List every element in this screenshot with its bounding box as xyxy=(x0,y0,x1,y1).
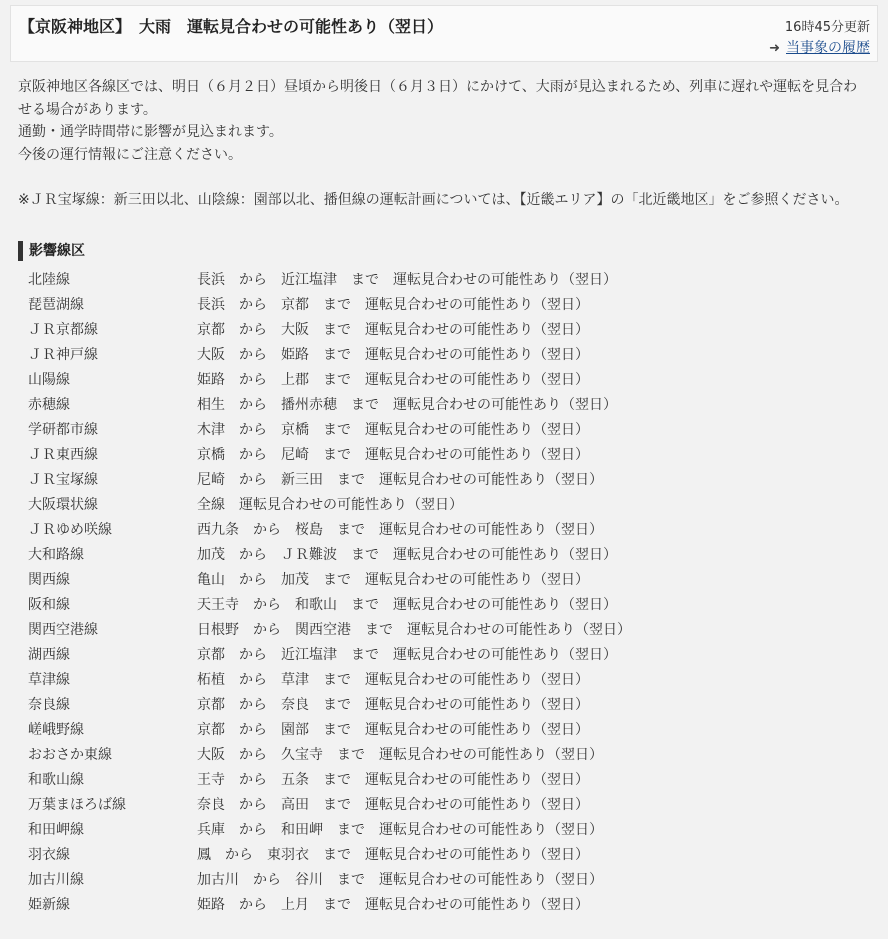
line-row xyxy=(28,545,868,570)
line-name: 関西空港線 xyxy=(28,622,98,638)
line-row xyxy=(28,745,868,770)
line-status: 京都 から 園部 まで 運転見合わせの可能性あり（翌日） xyxy=(197,722,589,738)
line-name: 奈良線 xyxy=(28,697,70,713)
notice-header xyxy=(10,5,878,62)
notice-body xyxy=(18,76,868,166)
line-row xyxy=(28,770,868,795)
line-status: 大阪 から 姫路 まで 運転見合わせの可能性あり（翌日） xyxy=(197,347,589,363)
line-name: 嵯峨野線 xyxy=(28,722,84,738)
line-row xyxy=(28,470,868,495)
notice-note: ※ＪＲ宝塚線：新三田以北、山陰線：園部以北、播但線の運転計画については、【近畿エリア】の「北近畿地区」をご参照ください。 xyxy=(18,192,849,208)
line-status: 京都 から 大阪 まで 運転見合わせの可能性あり（翌日） xyxy=(197,322,589,338)
line-row xyxy=(28,870,868,895)
line-status: 尼崎 から 新三田 まで 運転見合わせの可能性あり（翌日） xyxy=(197,472,603,488)
line-status: 加茂 から ＪＲ難波 まで 運転見合わせの可能性あり（翌日） xyxy=(197,547,617,563)
line-row xyxy=(28,845,868,870)
line-status: 加古川 から 谷川 まで 運転見合わせの可能性あり（翌日） xyxy=(197,872,603,888)
line-name: 羽衣線 xyxy=(28,847,70,863)
line-name: 湖西線 xyxy=(28,647,70,663)
affected-lines-heading: 影響線区 xyxy=(18,241,85,261)
line-name: ＪＲ東西線 xyxy=(28,447,98,463)
body-paragraph: 今後の運行情報にご注意ください。 xyxy=(18,146,242,163)
line-row xyxy=(28,370,868,395)
updated-time: 16時45分更新 xyxy=(784,20,870,35)
line-status: 日根野 から 関西空港 まで 運転見合わせの可能性あり（翌日） xyxy=(197,622,631,638)
line-row xyxy=(28,295,868,320)
line-name: 加古川線 xyxy=(28,872,84,888)
line-status: 王寺 から 五条 まで 運転見合わせの可能性あり（翌日） xyxy=(197,772,589,788)
history-link-wrap[interactable] xyxy=(769,37,870,57)
notice-title: 【京阪神地区】 大雨 運転見合わせの可能性あり（翌日） xyxy=(19,17,444,36)
line-name: 学研都市線 xyxy=(28,422,98,438)
line-row xyxy=(28,520,868,545)
line-name: 草津線 xyxy=(28,672,70,688)
body-paragraph: 通勤・通学時間帯に影響が見込まれます。 xyxy=(18,124,283,140)
line-status: 長浜 から 京都 まで 運転見合わせの可能性あり（翌日） xyxy=(197,297,589,313)
line-status: 木津 から 京橋 まで 運転見合わせの可能性あり（翌日） xyxy=(197,422,589,438)
line-row xyxy=(28,270,868,295)
line-name: ＪＲゆめ咲線 xyxy=(28,522,112,538)
line-name: ＪＲ宝塚線 xyxy=(28,472,98,488)
line-status: 西九条 から 桜島 まで 運転見合わせの可能性あり（翌日） xyxy=(197,522,603,538)
line-status: 天王寺 から 和歌山 まで 運転見合わせの可能性あり（翌日） xyxy=(197,597,617,613)
line-row xyxy=(28,595,868,620)
line-row xyxy=(28,720,868,745)
line-name: 和田岬線 xyxy=(28,822,84,838)
line-status: 大阪 から 久宝寺 まで 運転見合わせの可能性あり（翌日） xyxy=(197,747,603,763)
line-status: 兵庫 から 和田岬 まで 運転見合わせの可能性あり（翌日） xyxy=(197,822,603,838)
line-row xyxy=(28,570,868,595)
line-row xyxy=(28,645,868,670)
line-row xyxy=(28,395,868,420)
line-status: 全線 運転見合わせの可能性あり（翌日） xyxy=(197,497,463,513)
line-name: ＪＲ京都線 xyxy=(28,322,98,338)
line-name: 大和路線 xyxy=(28,547,84,563)
affected-lines-list xyxy=(28,270,868,920)
line-name: 姫新線 xyxy=(28,897,70,913)
line-row xyxy=(28,495,868,520)
line-name: 阪和線 xyxy=(28,597,70,613)
line-status: 京橋 から 尼崎 まで 運転見合わせの可能性あり（翌日） xyxy=(197,447,589,463)
line-status: 長浜 から 近江塩津 まで 運転見合わせの可能性あり（翌日） xyxy=(197,272,617,288)
arrow-right-icon: ➜ xyxy=(769,41,780,56)
line-name: 赤穂線 xyxy=(28,397,70,413)
line-status: 亀山 から 加茂 まで 運転見合わせの可能性あり（翌日） xyxy=(197,572,589,588)
line-status: 京都 から 奈良 まで 運転見合わせの可能性あり（翌日） xyxy=(197,697,589,713)
history-link[interactable]: 当事象の履歴 xyxy=(786,40,870,56)
line-name: おおさか東線 xyxy=(28,747,112,763)
line-row xyxy=(28,695,868,720)
line-name: 万葉まほろば線 xyxy=(28,797,126,813)
line-status: 奈良 から 高田 まで 運転見合わせの可能性あり（翌日） xyxy=(197,797,589,813)
line-name: 北陸線 xyxy=(28,272,70,288)
body-paragraph: 京阪神地区各線区では、明日（６月２日）昼頃から明後日（６月３日）にかけて、大雨が見込まれるため、列車に遅れや運転を見合わせる場合があります。 xyxy=(18,79,858,118)
line-name: 琵琶湖線 xyxy=(28,297,84,313)
line-status: 相生 から 播州赤穂 まで 運転見合わせの可能性あり（翌日） xyxy=(197,397,617,413)
line-name: ＪＲ神戸線 xyxy=(28,347,98,363)
line-row xyxy=(28,445,868,470)
line-row xyxy=(28,895,868,920)
line-row xyxy=(28,420,868,445)
line-name: 山陽線 xyxy=(28,372,70,388)
line-row xyxy=(28,320,868,345)
line-row xyxy=(28,795,868,820)
line-name: 和歌山線 xyxy=(28,772,84,788)
line-status: 京都 から 近江塩津 まで 運転見合わせの可能性あり（翌日） xyxy=(197,647,617,663)
line-row xyxy=(28,345,868,370)
line-row xyxy=(28,670,868,695)
line-name: 大阪環状線 xyxy=(28,497,98,513)
line-status: 姫路 から 上月 まで 運転見合わせの可能性あり（翌日） xyxy=(197,897,589,913)
line-status: 鳳 から 東羽衣 まで 運転見合わせの可能性あり（翌日） xyxy=(197,847,589,863)
line-row xyxy=(28,820,868,845)
line-name: 関西線 xyxy=(28,572,70,588)
line-status: 柘植 から 草津 まで 運転見合わせの可能性あり（翌日） xyxy=(197,672,589,688)
line-row xyxy=(28,620,868,645)
line-status: 姫路 から 上郡 まで 運転見合わせの可能性あり（翌日） xyxy=(197,372,589,388)
